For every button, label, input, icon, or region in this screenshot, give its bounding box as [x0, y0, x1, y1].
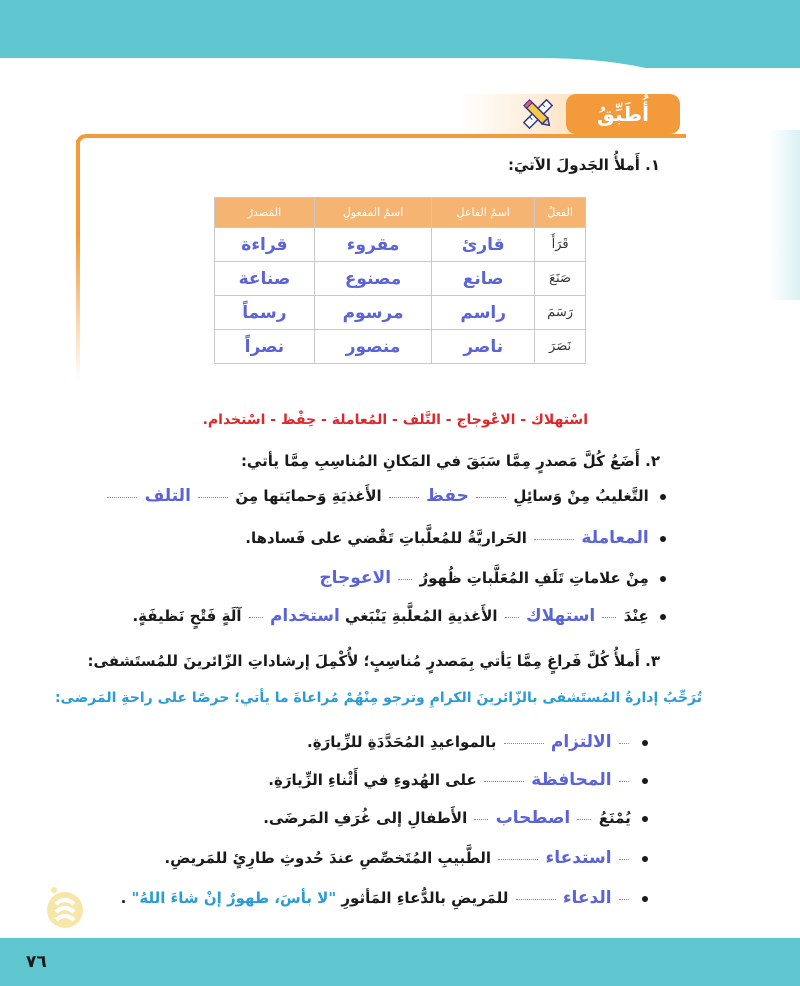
- cell-verb: صَنَعَ: [535, 262, 586, 296]
- s4-answer-2: استخدام: [269, 606, 340, 626]
- section-banner: [566, 94, 680, 134]
- bullet: [642, 896, 648, 902]
- s4-text-b: الأَغذيةِ المُعلَّبةِ يَنْبَغي: [345, 607, 498, 625]
- cell-masdar: صناعة: [215, 262, 315, 296]
- item2-answer: المحافظة: [531, 770, 612, 790]
- cell-agent: صانع: [432, 262, 535, 296]
- bullet: [660, 494, 666, 500]
- item1-text: بالمواعيدِ المُحَدَّدَةِ للزِّيارَةِ.: [307, 733, 497, 751]
- q2-sentence-2: [245, 528, 666, 548]
- item2-text: على الهُدوءِ في أَثْناءِ الزِّيارَةِ.: [268, 771, 477, 789]
- q3-prompt: ٣. أَملأُ كُلَّ فَراغٍ مِمَّا يَأتي بِمَصدرٍ مُناسِبٍ؛ لأُكْمِلَ إرشاداتِ الزّائرينَ للمُستَشفى:: [87, 652, 660, 670]
- orange-frame-top: [76, 134, 686, 150]
- q3-item-2: [268, 770, 648, 790]
- bullet: [660, 536, 666, 542]
- s1-answer-2: التلف: [144, 486, 191, 506]
- s3-text: مِنْ علاماتِ تَلَفِ المُعَلَّباتِ ظُهورُ: [419, 569, 649, 587]
- item4-text: الطَّبيبِ المُتَخصِّصِ عندَ حُدوثِ طارِئٍ للمَريضِ.: [164, 849, 492, 867]
- cell-agent: قارئ: [432, 228, 535, 262]
- s1-answer-1: حفظ: [426, 486, 469, 506]
- q2-sentence-3: [319, 568, 666, 588]
- cell-verb: رَسَمَ: [535, 296, 586, 330]
- s3-answer: الاعوجاج: [319, 568, 392, 588]
- item1-answer: الالتزام: [550, 732, 612, 752]
- table-row: [215, 296, 586, 330]
- bullet: [642, 778, 648, 784]
- q3-item-4: [164, 848, 648, 868]
- table-header-row: [215, 198, 586, 228]
- bottom-decorative-band: [0, 938, 800, 986]
- cell-masdar: قراءة: [215, 228, 315, 262]
- item4-answer: استدعاء: [545, 848, 612, 868]
- s2-answer: المعاملة: [581, 528, 649, 548]
- s1-text-a: التَّغليبُ مِنْ وَسائِلِ: [513, 487, 649, 505]
- cell-verb: نَصَرَ: [535, 330, 586, 364]
- q3-item-5: [121, 888, 648, 908]
- item5-answer: الدعاء: [562, 888, 612, 908]
- s4-answer-1: استهلاك: [526, 606, 596, 626]
- q3-intro: تُرَحِّبُ إدارةُ المُستَشفى بالزّائرينَ الكرامِ وترجو مِنْهُمْ مُراعاةَ ما يأتي؛ حرصًا على راحةِ المَرضى:: [54, 690, 702, 706]
- bullet: [642, 856, 648, 862]
- q2-sentence-1: [105, 486, 666, 506]
- q2-sentence-4: [132, 606, 666, 626]
- item3-text: الأَطفالِ إلى غُرَفِ المَرضَى.: [263, 809, 468, 827]
- page-number: ٧٦: [26, 952, 47, 972]
- table-row: [215, 228, 586, 262]
- table-row: [215, 330, 586, 364]
- bullet: [660, 614, 666, 620]
- q2-prompt: ٢. أَضَعُ كُلَّ مَصدرٍ مِمَّا سَبَقَ في المَكانِ المُناسِبِ مِمَّا يأتي:: [240, 452, 660, 470]
- pencil-ruler-icon: [520, 96, 556, 132]
- s1-text-b: الأَغذيَةِ وَحمايَتها مِنَ: [235, 487, 382, 505]
- cell-patient: منصور: [314, 330, 431, 364]
- item5-quote: "لا بأسَ، طهورٌ إنْ شاءَ اللهُ": [131, 889, 337, 907]
- s4-text-a: عِنْدَ: [623, 607, 649, 625]
- q1-prompt: ١. أَملأُ الجَدولَ الآتيَ:: [507, 156, 660, 174]
- banner-title: أُطَبِّقُ: [597, 102, 649, 126]
- table-row: [215, 262, 586, 296]
- cell-patient: مصنوع: [314, 262, 431, 296]
- q3-item-1: [307, 732, 648, 752]
- cell-agent: راسم: [432, 296, 535, 330]
- header-masdar: المَصدرُ: [215, 198, 315, 228]
- cell-patient: مرسوم: [314, 296, 431, 330]
- item3-answer: اصطحاب: [495, 808, 571, 828]
- s2-text: الحَراريَّةُ للمُعلَّباتِ تَقْضي على فَسادها.: [245, 529, 527, 547]
- word-bank: اسْتهلاك - الاعْوجاج - التَّلف - المُعاملة - حِفْظ - اسْتخدام.: [202, 412, 588, 428]
- item5-text: للمَريضِ بالدُّعاءِ المَأثورِ: [341, 889, 509, 907]
- q3-item-3: [263, 808, 648, 828]
- header-agent: اسمُ الفاعلِ: [432, 198, 535, 228]
- cell-masdar: رسماً: [215, 296, 315, 330]
- top-page-curve: [0, 58, 700, 98]
- header-patient: اسمُ المفعولِ: [314, 198, 431, 228]
- bullet: [642, 740, 648, 746]
- right-edge-fade: [770, 130, 800, 300]
- s4-text-c: آلَةٍ فَتْحٍ نَظيفَةٍ.: [132, 607, 242, 625]
- cell-patient: مقروء: [314, 228, 431, 262]
- publisher-logo-icon: [42, 882, 88, 932]
- bullet: [660, 576, 666, 582]
- item5-end: .: [120, 889, 127, 907]
- item3-pre: يُمْنَعُ: [598, 809, 631, 827]
- cell-verb: قَرَأَ: [535, 228, 586, 262]
- cell-masdar: نصراً: [215, 330, 315, 364]
- cell-agent: ناصر: [432, 330, 535, 364]
- verbs-table: [214, 197, 586, 364]
- orange-frame-left: [76, 140, 80, 380]
- header-verb: الفعلُ: [535, 198, 586, 228]
- bullet: [642, 816, 648, 822]
